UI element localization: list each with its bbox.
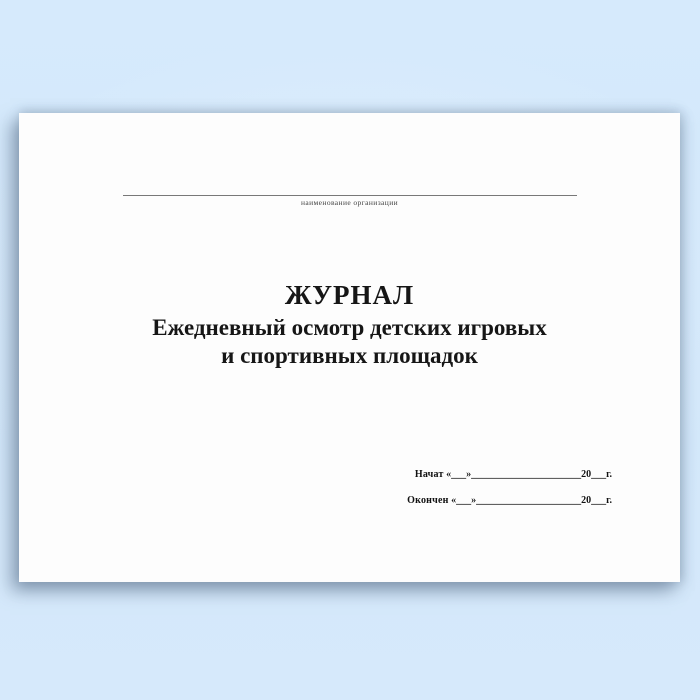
title-block [19, 280, 680, 370]
organization-name-field [123, 175, 577, 207]
date-finished-line [407, 488, 612, 514]
dates-block [407, 462, 612, 514]
subtitle-line-1: Ежедневный осмотр детских игровых [152, 315, 547, 340]
subtitle-line-2: и спортивных площадок [221, 343, 478, 368]
journal-cover-page [19, 113, 680, 582]
date-started-label: Начат [414, 469, 444, 480]
date-finished-label: Окончен [407, 495, 449, 506]
date-started-line [407, 462, 612, 488]
date-started-blank: «___»______________________20___г. [443, 469, 612, 480]
organization-name-caption: наименование организации [300, 198, 399, 207]
date-finished-blank: «___»_____________________20___г. [448, 495, 612, 506]
journal-title: ЖУРНАЛ [284, 280, 415, 310]
journal-subtitle [19, 314, 680, 370]
organization-name-blank-line [123, 175, 577, 196]
